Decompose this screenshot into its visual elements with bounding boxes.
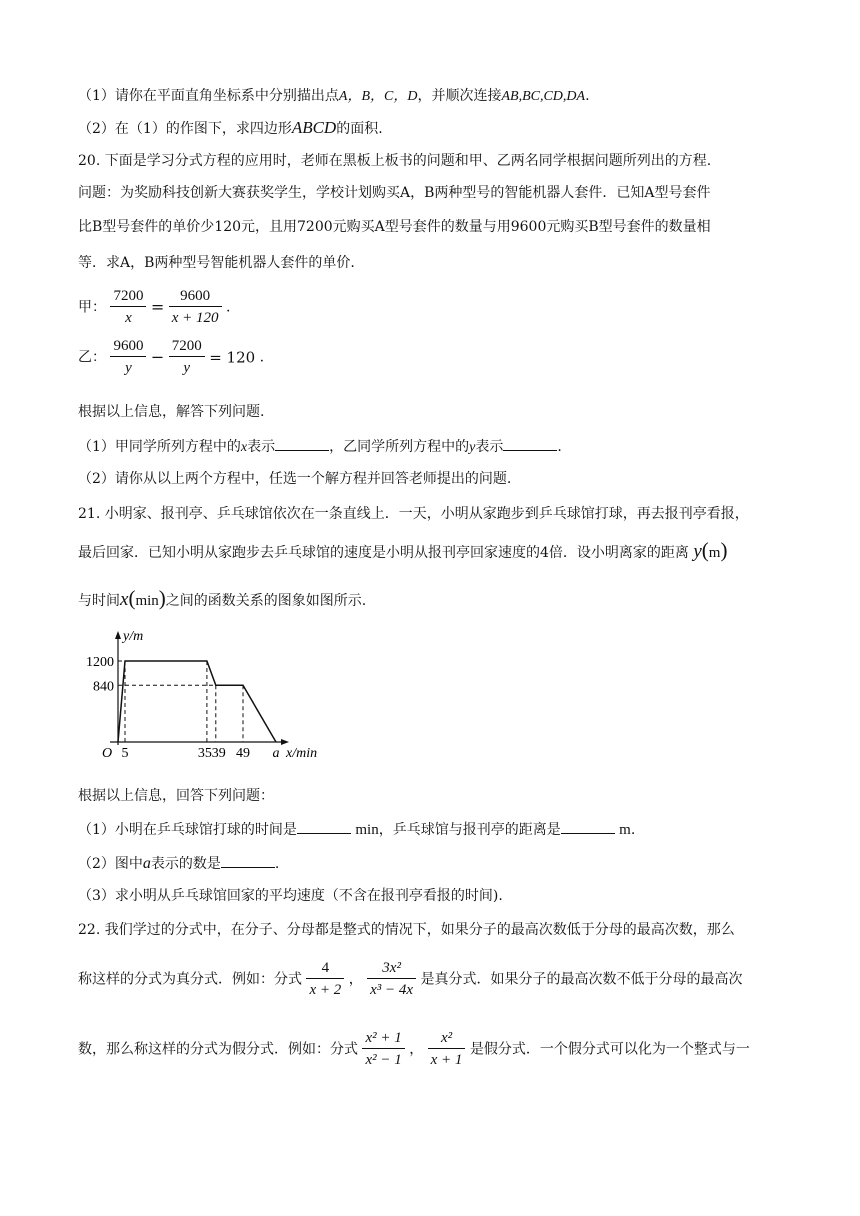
x-tick-49: 49 [236, 746, 250, 761]
q21-lead: 根据以上信息，回答下列问题： [78, 788, 274, 804]
q22-line1: 22. 我们学过的分式中，在分子、分母都是整式的情况下，如果分子的最高次数低于分母的最高次数，那么 [78, 922, 735, 938]
origin-label: O [102, 746, 113, 761]
q20-intro: 20. 下面是学习分式方程的应用时，老师在黑板上板书的问题和甲、乙两名同学根据问题所列出的方程. [78, 153, 712, 169]
blank-line [221, 853, 275, 868]
q22-line3: 数，那么称这样的分式为假分式．例如：分式 $\frac{\text{x² + 1}}{\text{x² − 1}}$ ， $\frac{\text{x²}}{x + 1}$ 是假分式．一个假分式可以化为一个整式与一 [78, 1030, 750, 1068]
blank-line [297, 819, 351, 834]
q21-sub2: （2）图中a表示的数是 . [78, 855, 280, 872]
y-axis-arrow [115, 631, 121, 639]
q20-sub1: （1）甲同学所列方程中的x表示 ，乙同学所列方程中的y表示 . [78, 436, 562, 458]
x-axis-label: x/min [286, 746, 318, 761]
q20-sub2: （2）请你从以上两个方程中，任选一个解方程并回答老师提出的问题. [78, 471, 512, 487]
q22-line2: 称这样的分式为真分式．例如：分式 $\frac{4}{x + 2}$ ， $\frac{\text{3x²}}{\text{x³ − 4x}}$ 是真分式．如果分子的最高次数不低于分母的最高次 [78, 960, 743, 998]
q20-problem-line3: 等．求A，B两种型号智能机器人套件的单价. [78, 255, 355, 271]
x-tick-a: a [272, 746, 280, 761]
q20-equation-jia: 甲： $\frac{7200}{x}$ = $\frac{9600}{x + 120}$ . [78, 288, 231, 326]
distance-time-graph [80, 625, 340, 775]
distance-series-line [118, 661, 276, 742]
x-tick-39: 39 [211, 746, 226, 761]
x-tick-35: 35 [197, 746, 212, 761]
q21-line2: 最后回家．已知小明从家跑步去乒乓球馆的速度是小明从报刊亭回家速度的4倍．设小明离家的距离 y(m) [78, 538, 728, 562]
y-axis-label: y/m [123, 629, 144, 644]
q20-equation-yi: 乙： $\frac{9600}{y}$ − $\frac{7200}{y}$ = 120 . [78, 338, 265, 376]
x-axis-arrow [281, 739, 289, 745]
y-tick-840: 840 [93, 679, 114, 695]
q21-sub3: （3）求小明从乒乓球馆回家的平均速度（不含在报刊亭看报的时间). [78, 888, 503, 904]
blank-line [561, 819, 615, 834]
x-tick-5: 5 [121, 746, 129, 761]
blank-line [503, 436, 557, 451]
blank-line [275, 436, 329, 451]
q21-line1: 21. 小明家、报刊亭、乒乓球馆依次在一条直线上．一天，小明从家跑步到乒乓球馆打球，再去报刊亭看报， [78, 506, 749, 522]
y-tick-1200: 1200 [86, 655, 114, 670]
q19-part2: （2）在（1）的作图下，求四边形ABCD的面积. [78, 118, 383, 137]
q21-sub1: （1）小明在乒乓球馆打球的时间是 min，乒乓球馆与报刊亭的距离是 m. [78, 819, 635, 840]
q20-problem-line1: 问题：为奖励科技创新大赛获奖学生，学校计划购买A，B两种型号的智能机器人套件．已知A型号套件 [78, 185, 711, 201]
q21-line3: 与时间x(min)之间的函数关系的图象如图所示. [78, 586, 367, 610]
q19-part1: （1）请你在平面直角坐标系中分别描出点A，B，C，D，并顺次连接AB,BC,CD,DA. [78, 88, 590, 104]
q20-lead: 根据以上信息，解答下列问题. [78, 404, 265, 420]
q20-problem-line2: 比B型号套件的单价少120元，且用7200元购买A型号套件的数量与用9600元购买B型号套件的数量相 [78, 219, 711, 235]
